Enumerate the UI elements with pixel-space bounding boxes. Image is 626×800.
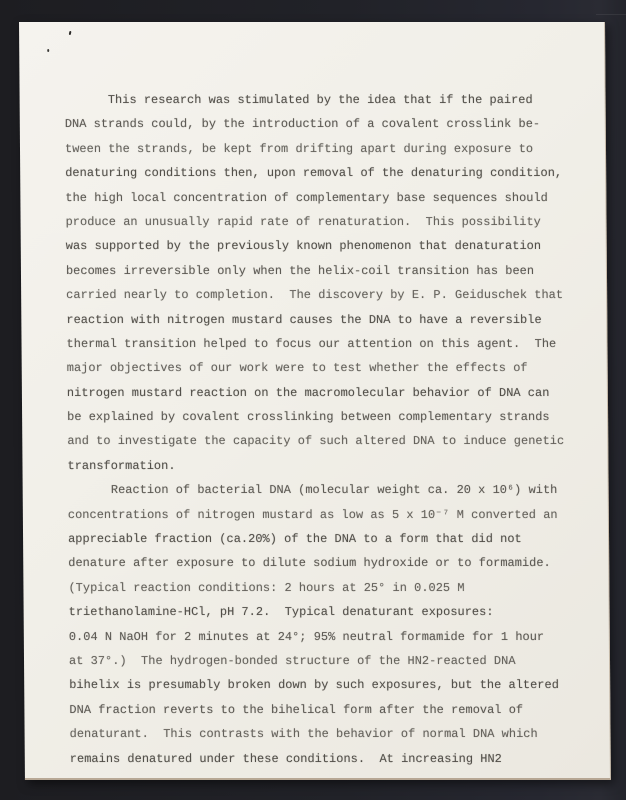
text-line: major objectives of our work were to test whether the effects of xyxy=(66,361,528,376)
text-line: Reaction of bacterial DNA (molecular weight ca. 20 x 10⁶) with xyxy=(67,483,558,498)
text-line: denature after exposure to dilute sodium hydroxide or to formamide. xyxy=(68,556,551,571)
text-line: produce an unusually rapid rate of renaturation. This possibility xyxy=(65,214,541,229)
text-line: DNA fraction reverts to the bihelical form after the removal of xyxy=(69,702,524,717)
text-line: denaturant. This contrasts with the behavior of normal DNA which xyxy=(69,727,538,742)
paper-page xyxy=(19,22,611,780)
text-line: DNA strands could, by the introduction of a covalent crosslink be- xyxy=(64,117,541,132)
text-line: reaction with nitrogen mustard causes the DNA to have a reversible xyxy=(66,312,542,327)
text-line: becomes irreversible only when the helix-coil transition has been xyxy=(65,263,535,278)
text-line: concentrations of nitrogen mustard as low as 5 x 10⁻⁷ M converted an xyxy=(67,507,558,522)
text-line: appreciable fraction (ca.20%) of the DNA to a form that did not xyxy=(68,532,522,547)
text-line: This research was stimulated by the idea that if the paired xyxy=(64,93,533,107)
text-line: the high local concentration of complementary base sequences should xyxy=(65,190,548,205)
text-line: (Typical reaction conditions: 2 hours at 25° in 0.025 M xyxy=(68,580,465,595)
text-line: denaturing conditions then, upon removal of the denaturing condition, xyxy=(65,166,563,181)
text-line: thermal transition helped to focus our attention on this agent. The xyxy=(66,336,557,351)
text-line: be explained by covalent crosslinking between complementary strands xyxy=(67,410,550,425)
text-line: tween the strands, be kept from drifting apart during exposure to xyxy=(64,141,534,156)
text-line: transformation. xyxy=(67,458,176,473)
text-line: triethanolamine-HCl, pH 7.2. Typical denaturant exposures: xyxy=(68,605,494,620)
text-line: and to investigate the capacity of such altered DNA to induce genetic xyxy=(67,434,565,449)
ink-speck-dot xyxy=(47,49,49,52)
text-line: carried nearly to completion. The discovery by E. P. Geiduschek that xyxy=(66,288,564,303)
text-line: 0.04 N NaOH for 2 minutes at 24°; 95% neutral formamide for 1 hour xyxy=(68,629,545,644)
text-line: bihelix is presumably broken down by such exposures, but the altered xyxy=(69,678,559,693)
typewritten-text-block xyxy=(65,88,585,771)
background-seam xyxy=(596,14,626,15)
text-line: was supported by the previously known phenomenon that denaturation xyxy=(65,239,542,254)
text-line: remains denatured under these conditions. At increasing HN2 xyxy=(69,751,502,766)
text-line: at 37°.) The hydrogen-bonded structure of the HN2-reacted DNA xyxy=(68,653,516,668)
text-line: nitrogen mustard reaction on the macromolecular behavior of DNA can xyxy=(66,385,550,400)
ink-speck-mark xyxy=(69,31,72,35)
